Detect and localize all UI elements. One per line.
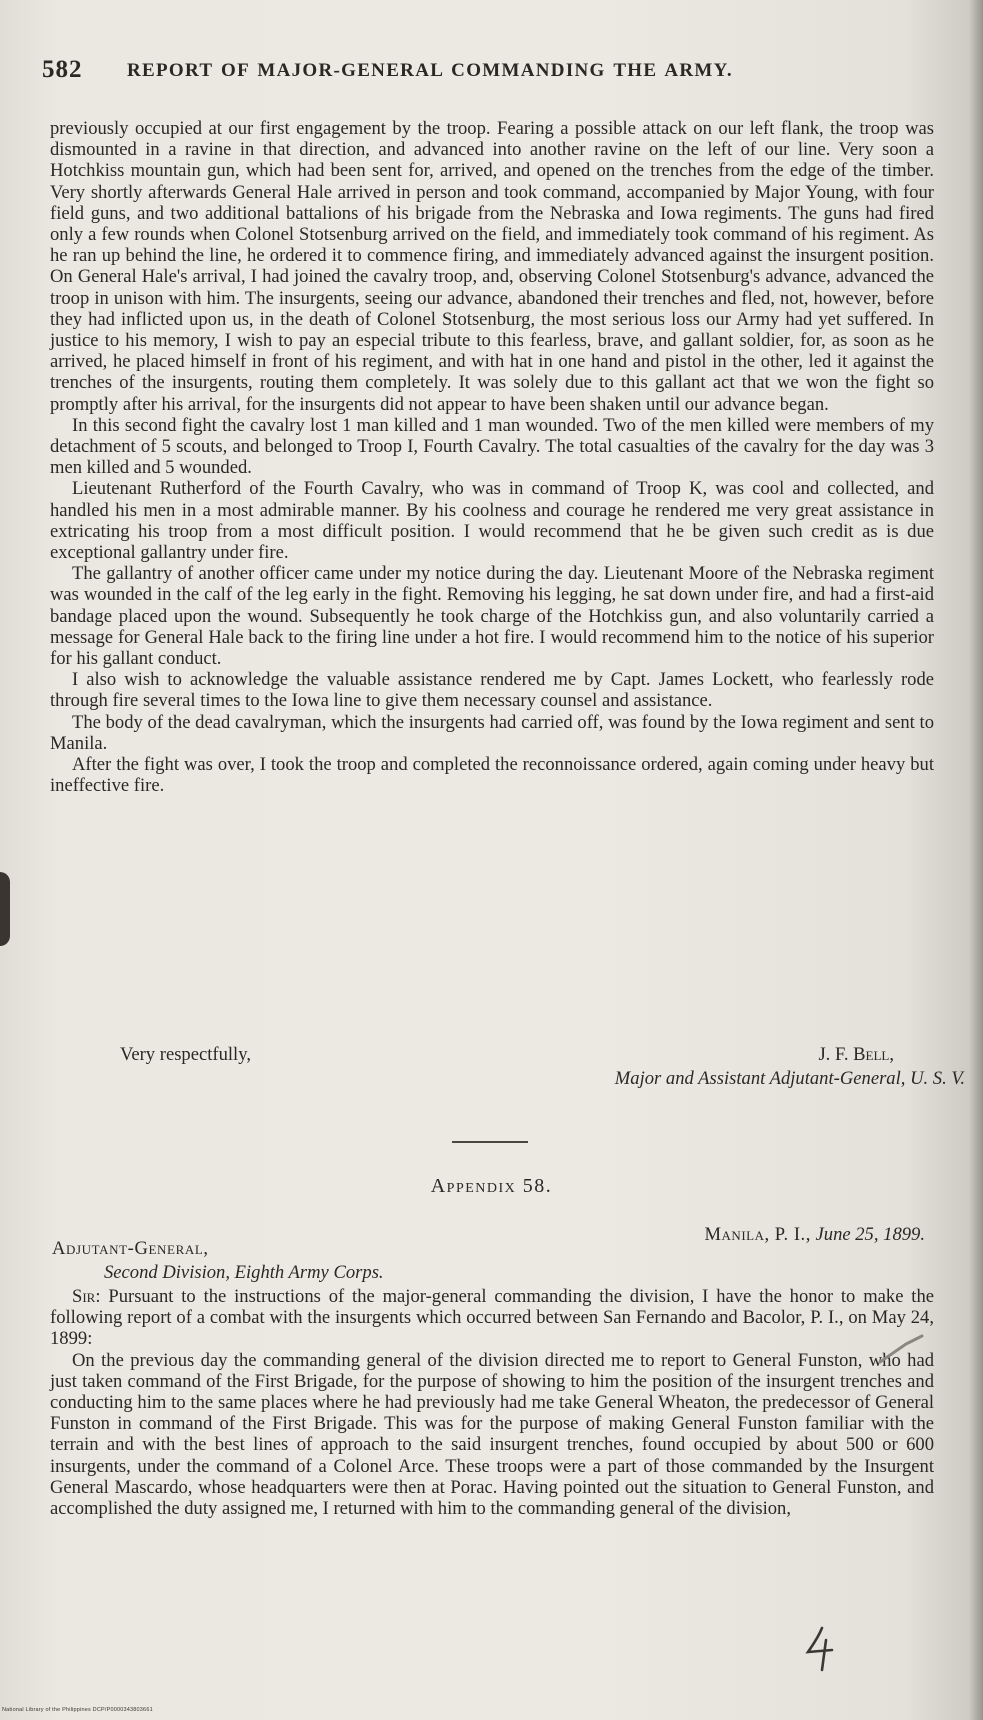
running-head: REPORT OF MAJOR-GENERAL COMMANDING THE ARMY. [127, 60, 733, 81]
report-body [50, 118, 934, 797]
dateline-place: Manila, P. I., [704, 1224, 811, 1245]
closing: Very respectfully, [120, 1044, 251, 1065]
appendix-body [50, 1286, 934, 1519]
binding-mark [0, 872, 10, 946]
pen-mark-icon [876, 1332, 926, 1366]
salutation: Sir: [72, 1286, 101, 1307]
handwritten-mark-icon [802, 1626, 842, 1672]
paragraph-continued: previously occupied at our first engagement by the troop. Fearing a possible attack on our left flank, the troop was dismounted in a ravine in that direction, and advanced into another ravine on the left of our line. Very soon a Hotchkiss mountain gun, which had been sent for, arrived, and opened on the trenches from the edge of the timber. Very shortly afterwards General Hale arrived in person and took command, accompanied by Major Young, with four field guns, and two additional battalions of his brigade from the Nebraska and Iowa regiments. The guns had fired only a few rounds when Colonel Stotsenburg arrived on the field, and immediately took command of his regiment. As he ran up behind the line, he ordered it to commence firing, and immediately advanced against the insurgent position. On General Hale's arrival, I had joined the cavalry troop, and, observing Colonel Stotsenburg's advance, advanced the troop in unison with him. The insurgents, seeing our advance, abandoned their trenches and fled, not, however, before they had inflicted upon us, in the death of Colonel Stotsenburg, the most serious loss our Army had yet suffered. In justice to his memory, I wish to pay an especial tribute to this fearless, brave, and gallant soldier, for, as soon as he arrived, he placed himself in front of his regiment, and with hat in one hand and pistol in the other, led it against the trenches of the insurgents, routing them completely. It was solely due to this gallant act that we won the fight so promptly after his arrival, for the insurgents did not appear to have been shaken until our advance began. [50, 118, 934, 415]
paragraph-body-found: The body of the dead cavalryman, which the insurgents had carried off, was found by the Iowa regiment and sent to Manila. [50, 711, 934, 754]
paragraph-casualties: In this second fight the cavalry lost 1 man killed and 1 man wounded. Two of the men killed were members of my detachment of 5 scouts, and belonged to Troop I, Fourth Cavalry. The total casualties of the cavalry for the day was 3 men killed and 5 wounded. [50, 414, 934, 479]
addressee-unit: Second Division, Eighth Army Corps. [104, 1262, 384, 1283]
signer-name: J. F. Bell, [818, 1044, 894, 1065]
paragraph-lockett: I also wish to acknowledge the valuable assistance rendered me by Capt. James Lockett, who fearlessly rode through fire several times to the Iowa line to give them necessary counsel and assistance. [50, 669, 934, 712]
addressee: Adjutant-General, [52, 1238, 209, 1259]
dateline-date: June 25, 1899. [815, 1224, 925, 1245]
paragraph-appendix-funston: On the previous day the commanding general of the division directed me to report to General Funston, who had just taken command of the First Brigade, for the purpose of showing to him the position of the insurgent trenches and conducting him to the same places where he had previously had me take General Wheaton, the predecessor of General Funston in command of the First Brigade. This was for the purpose of making General Funston familiar with the terrain and with the best lines of approach to the said insurgent trenches, found occupied by about 500 or 600 insurgents, under the command of a Colonel Arce. These troops were a part of those commanded by the Insurgent General Mascardo, whose headquarters were then at Porac. Having pointed out the situation to General Funston, and accomplished the duty assigned me, I returned with him to the commanding general of the division, [50, 1349, 934, 1520]
paragraph-moore: The gallantry of another officer came under my notice during the day. Lieutenant Moore of the Nebraska regiment was wounded in the calf of the leg early in the fight. Removing his legging, he sat down under fire, and had a first-aid bandage placed upon the wound. Subsequently he took charge of the Hotchkiss gun, and also voluntarily carried a message for General Hale back to the firing line under a hot fire. I would recommend him to the notice of his superior for his gallant conduct. [50, 563, 934, 670]
page-number: 582 [42, 56, 83, 83]
signature-row [50, 1044, 934, 1068]
page-edge-shadow [969, 0, 983, 1720]
paragraph-reconnoissance: After the fight was over, I took the troop and completed the reconnoissance ordered, again coming under heavy but ineffective fire. [50, 754, 934, 797]
paragraph-rutherford: Lieutenant Rutherford of the Fourth Cavalry, who was in command of Troop K, was cool and collected, and handled his men in a most admirable manner. By his coolness and courage he rendered me very great assistance in extricating his troop from a most difficult position. I would recommend that he be given such credit as is due exceptional gallantry under fire. [50, 478, 934, 564]
page-header [42, 56, 922, 96]
appendix-intro-text: Pursuant to the instructions of the major-general commanding the division, I have the honor to make the following report of a combat with the insurgents which occurred between San Fernando and Bacolor, P. I., on May 24, 1899: [50, 1286, 935, 1350]
section-divider [452, 1141, 528, 1143]
appendix-title: Appendix 58. [430, 1175, 553, 1197]
paragraph-appendix-intro [50, 1286, 934, 1350]
scan-credit: National Library of the Philippines DCP/P0000343803661 [2, 1707, 153, 1713]
dateline [705, 1224, 925, 1246]
signer-title: Major and Assistant Adjutant-General, U. S. V. [614, 1068, 965, 1089]
